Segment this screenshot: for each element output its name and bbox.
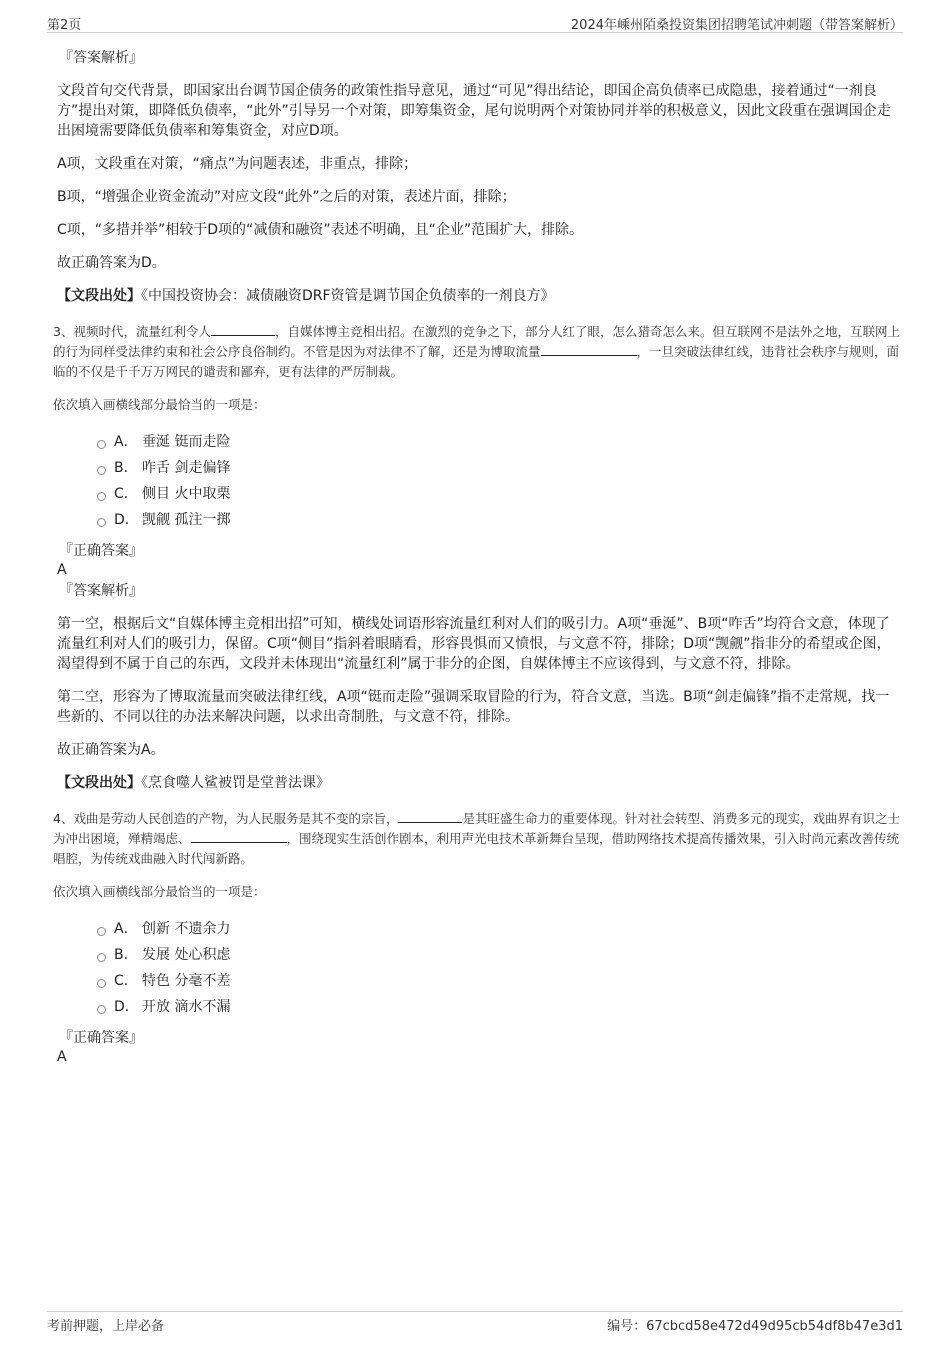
fill-blank [211,322,275,336]
answer-analysis-label: 『答案解析』 [59,583,143,599]
analysis-paragraph: 第二空，形容为了博取流量而突破法律红线，A项“铤而走险”强调采取冒险的行为，符合文意，当选。B项“剑走偏锋”指不走常规，找一些新的、不同以往的办法来解决问题，以求出奇制胜，与文意不符，排除。 [57,689,890,725]
radio-icon[interactable] [97,979,106,988]
correct-answer-label: 『正确答案』 [59,1030,143,1046]
page-header [47,12,903,33]
page-footer [47,1311,903,1336]
question-stem: 3、视频时代，流量红利令人 ，自媒体博主竞相出招。在激烈的竞争之下，部分人红了眼，怎么猎奇怎么来。但互联网不是法外之地，互联网上的行为同样受法律约束和社会公序良俗制约。不管是因为对法律不了解，还是为博取流量 ，一旦突破法律红线，违背社会秩序与规则，面临的不仅是千千万万网民的谴责和鄙弃，更有法律的严厉制裁。 [53,324,900,379]
analysis-paragraph: 文段首句交代背景，即国家出台调节国企债务的政策性指导意见，通过“可见”得出结论，即国企高负债率已成隐患，接着通过“一剂良方”提出对策，即降低负债率，“此外”引导另一个对策，即筹集资金，尾句说明两个对策协同并举的积极意义，因此文段重在强调国企走出困境需要降低负债率和筹集资金，对应D项。 [57,83,891,139]
options-list [97,429,903,533]
source-citation [57,286,903,306]
analysis-paragraph: A项，文段重在对策，“痛点”为问题表述，非重点，排除； [57,156,418,172]
option-a[interactable]: A． 垂涎 铤而走险 [97,429,903,455]
source-label: 【文段出处】 [57,775,141,791]
answer-analysis-label: 『答案解析』 [59,50,143,66]
radio-icon[interactable] [97,518,106,527]
analysis-paragraph: 第一空，根据后文“自媒体博主竞相出招”可知，横线处词语形容流量红利对人们的吸引力。A项“垂涎”、B项“咋舌”均符合文意，体现了流量红利对人们的吸引力，保留。C项“侧目”指斜着眼睛看，形容畏惧而又愤恨，与文意不符，排除；D项“觊觎”指非分的希望或企图，渴望得到不属于自己的东西，文段并未体现出“流量红利”属于非分的企图，自媒体博主不应该得到，与文意不符，排除。 [57,616,891,672]
analysis-conclusion: 故正确答案为A。 [57,742,165,758]
question-prompt: 依次填入画横线部分最恰当的一项是： [53,397,266,412]
option-c[interactable]: C． 特色 分毫不差 [97,968,903,994]
question-stem: 4、戏曲是劳动人民创造的产物，为人民服务是其不变的宗旨， 是其旺盛生命力的重要体现。针对社会转型、消费多元的现实，戏曲界有识之士为冲出困境，殚精竭虑、 ，围绕现实生活创作剧本，利用声光电技术革新舞台呈现，借助网络技术提高传播效果，引入时尚元素改善传统唱腔，为传统戏曲融入时代闯新路。 [53,811,900,866]
radio-icon[interactable] [97,440,106,449]
option-b[interactable]: B． 咋舌 剑走偏锋 [97,455,903,481]
analysis-conclusion: 故正确答案为D。 [57,255,166,271]
correct-answer: A [57,562,67,578]
radio-icon[interactable] [97,1005,106,1014]
radio-icon[interactable] [97,953,106,962]
document-id: 编号：67cbcd58e472d49d95cb54df8b47e3d1 [607,1319,903,1334]
page-number: 第2页 [47,18,82,33]
radio-icon[interactable] [97,466,106,475]
correct-answer: A [57,1049,67,1065]
footer-slogan: 考前押题，上岸必备 [47,1319,165,1334]
radio-icon[interactable] [97,492,106,501]
radio-icon[interactable] [97,927,106,936]
options-list [97,916,903,1020]
page-content [53,45,903,1066]
option-d[interactable]: D． 觊觎 孤注一掷 [97,507,903,533]
source-title: 《中国投资协会：减债融资DRF资管是调节国企负债率的一剂良方》 [141,288,555,304]
question-prompt: 依次填入画横线部分最恰当的一项是： [53,884,266,899]
option-b[interactable]: B． 发展 处心积虑 [97,942,903,968]
source-title: 《烹食噬人鲨被罚是堂普法课》 [141,775,330,791]
option-d[interactable]: D． 开放 滴水不漏 [97,994,903,1020]
correct-answer-label: 『正确答案』 [59,543,143,559]
source-label: 【文段出处】 [57,288,141,304]
analysis-paragraph: B项，“增强企业资金流动”对应文段“此外”之后的对策，表述片面，排除； [57,189,516,205]
analysis-paragraph: C项，“多措并举”相较于D项的“减债和融资”表述不明确，且“企业”范围扩大，排除。 [57,222,584,238]
fill-blank [541,342,637,356]
source-citation [57,773,903,793]
fill-blank [191,829,287,843]
fill-blank [398,809,462,823]
option-c[interactable]: C． 侧目 火中取栗 [97,481,903,507]
document-title: 2024年嵊州陌桑投资集团招聘笔试冲刺题（带答案解析） [570,18,903,33]
option-a[interactable]: A． 创新 不遗余力 [97,916,903,942]
